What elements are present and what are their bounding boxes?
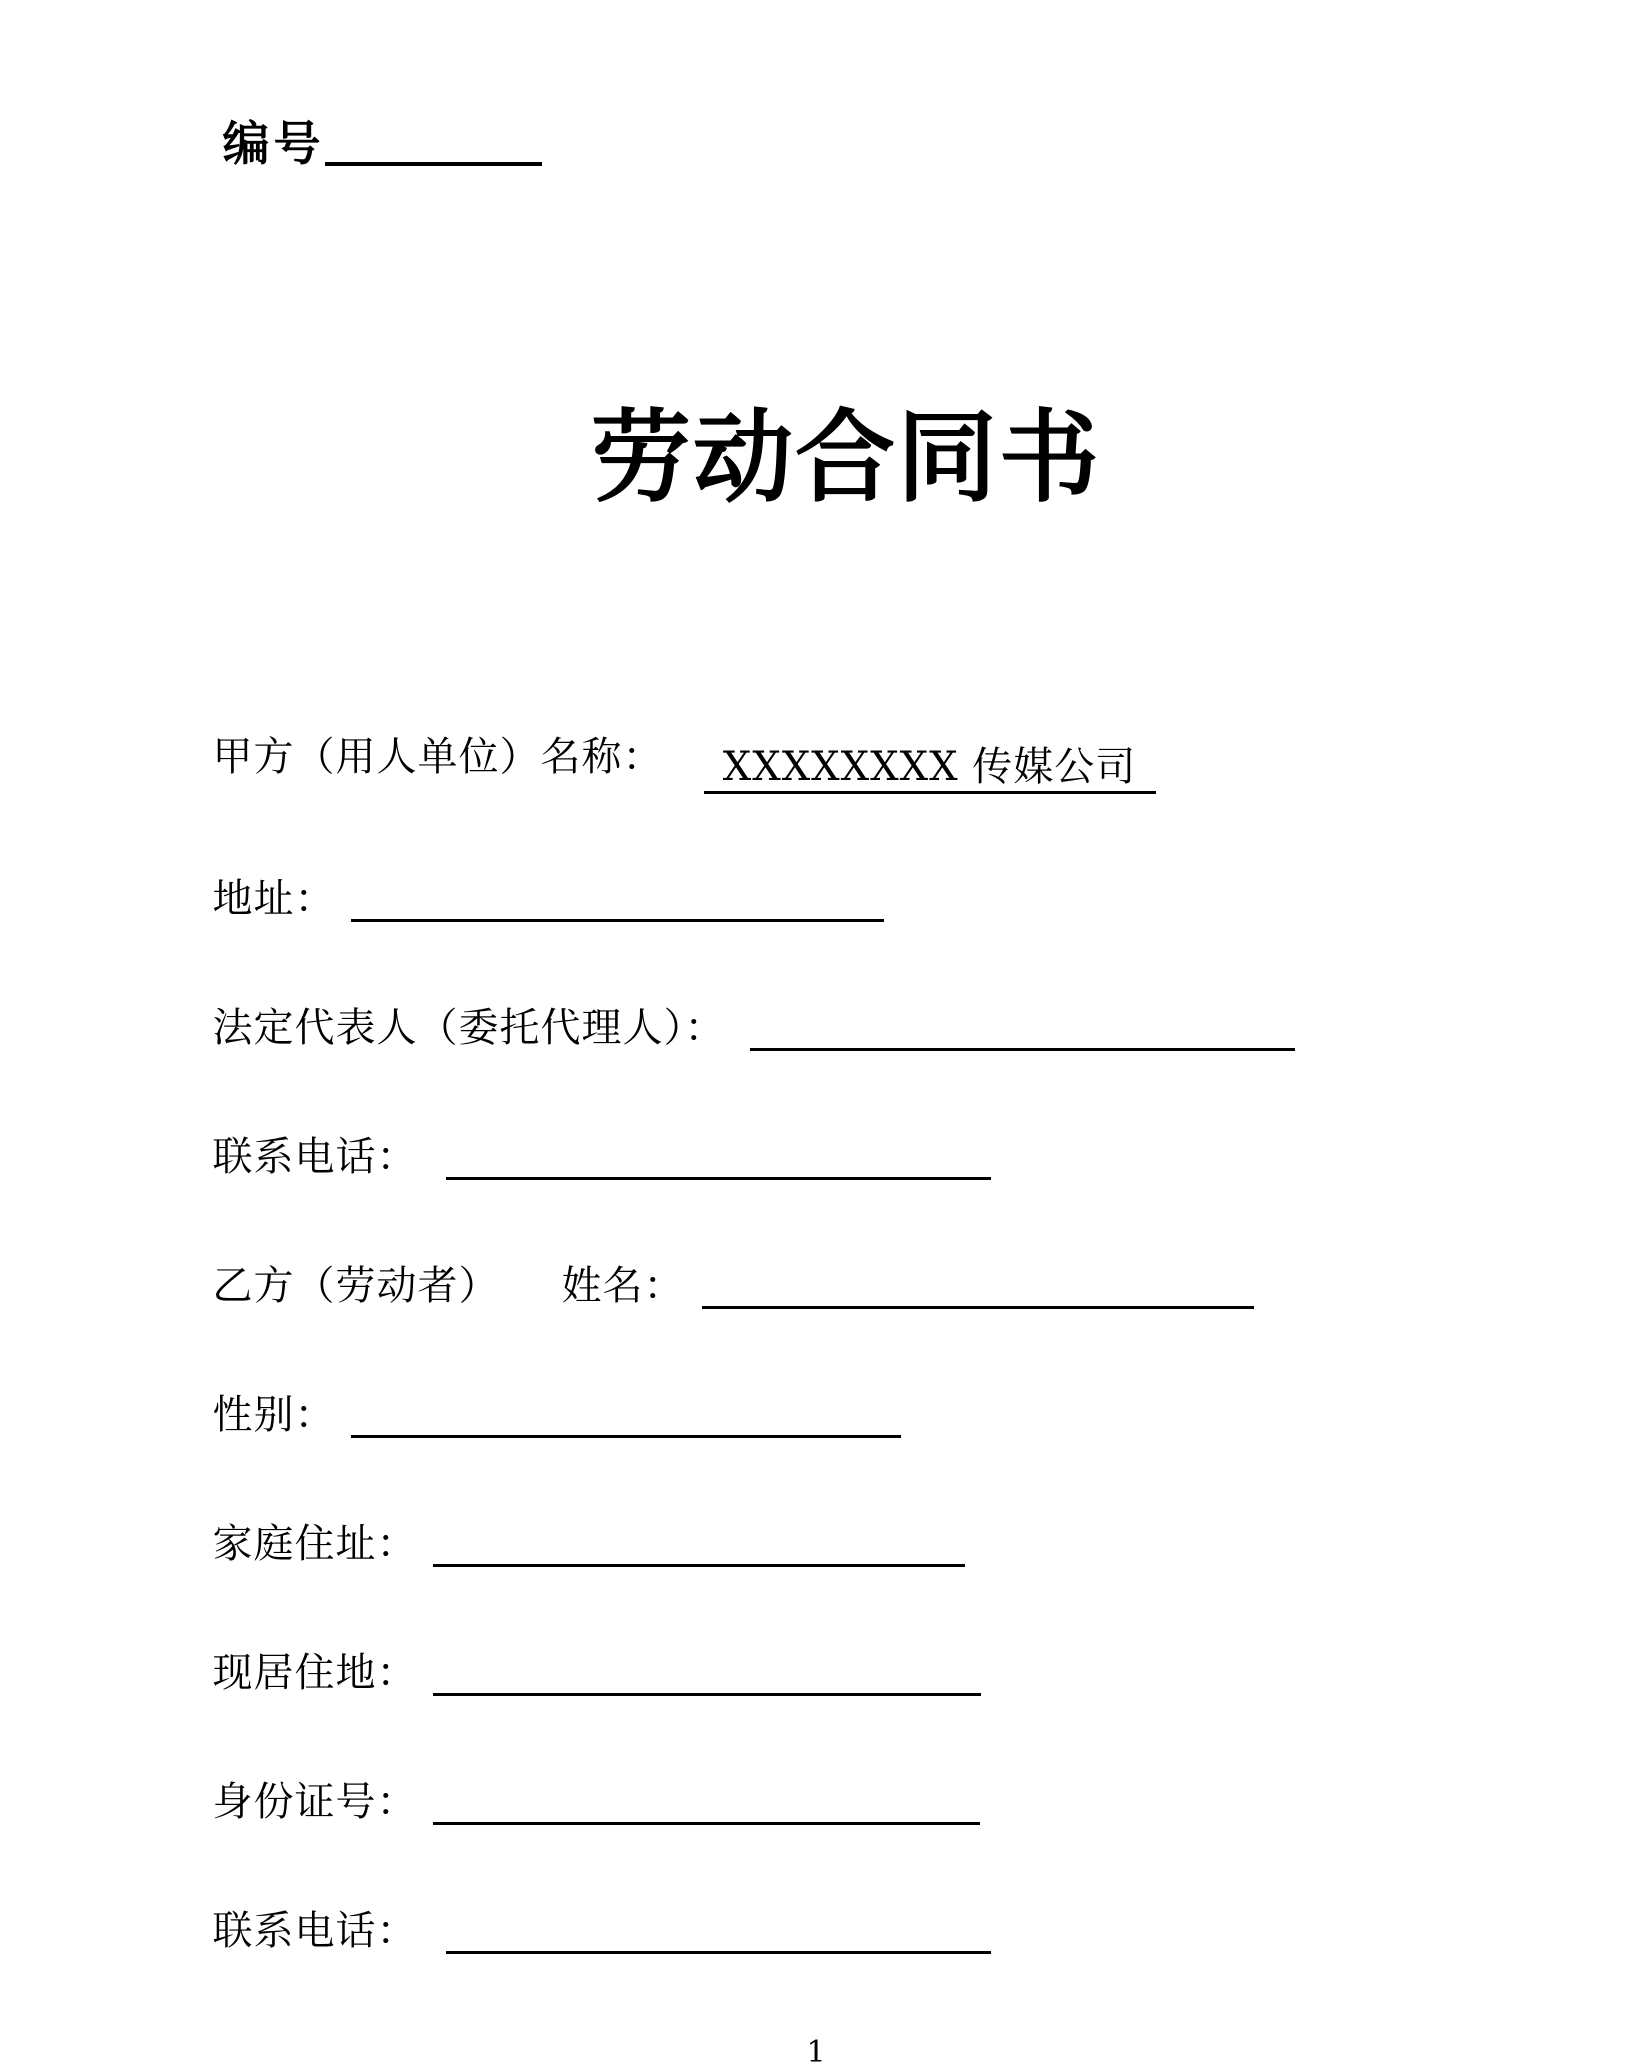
field-label: 地址： (213, 876, 336, 922)
field-label: 甲方（用人单位）名称： (213, 734, 664, 780)
serial-number-blank-line (325, 132, 542, 166)
fields (213, 733, 1610, 1955)
field-row-party-a-name (213, 733, 1610, 794)
document-title: 劳动合同书 (53, 400, 1632, 515)
contract-cover-page (23, 0, 1610, 2023)
field-row-legal-representative (213, 998, 1610, 1052)
field-row-address (213, 869, 1610, 923)
field-row-home-address (213, 1514, 1610, 1568)
field-label: 乙方（劳动者） (213, 1263, 500, 1309)
serial-number-label: 编号 (223, 117, 325, 172)
field-label-secondary: 姓名： (562, 1263, 685, 1309)
field-blank-line (433, 1643, 981, 1696)
field-row-party-b-phone (213, 1901, 1610, 1955)
field-row-party-a-phone (213, 1127, 1610, 1181)
field-blank-line (446, 1901, 991, 1954)
field-blank-line (351, 1385, 901, 1438)
field-label: 法定代表人（委托代理人）： (213, 1005, 726, 1051)
field-label: 现居住地： (213, 1650, 418, 1696)
field-blank-line (351, 869, 884, 922)
serial-number-row (223, 118, 1610, 172)
field-label: 性别： (213, 1392, 336, 1438)
field-row-party-b-name (213, 1256, 1610, 1310)
field-blank-line (446, 1127, 991, 1180)
field-label: 联系电话： (213, 1134, 418, 1180)
field-row-current-residence (213, 1643, 1610, 1697)
field-label: 联系电话： (213, 1908, 418, 1954)
field-label: 身份证号： (213, 1779, 418, 1825)
field-blank-line (433, 1514, 965, 1567)
field-row-gender (213, 1385, 1610, 1439)
field-blank-line (750, 998, 1295, 1051)
field-blank-line (433, 1772, 980, 1825)
field-label: 家庭住址： (213, 1521, 418, 1567)
page-footer (23, 2035, 1610, 2071)
field-blank-line (704, 741, 1156, 794)
field-value: XXXXXXXX 传媒公司 (704, 741, 1156, 793)
field-row-id-number (213, 1772, 1610, 1826)
page-number: 1 (806, 2035, 825, 2070)
field-blank-line (702, 1256, 1254, 1309)
